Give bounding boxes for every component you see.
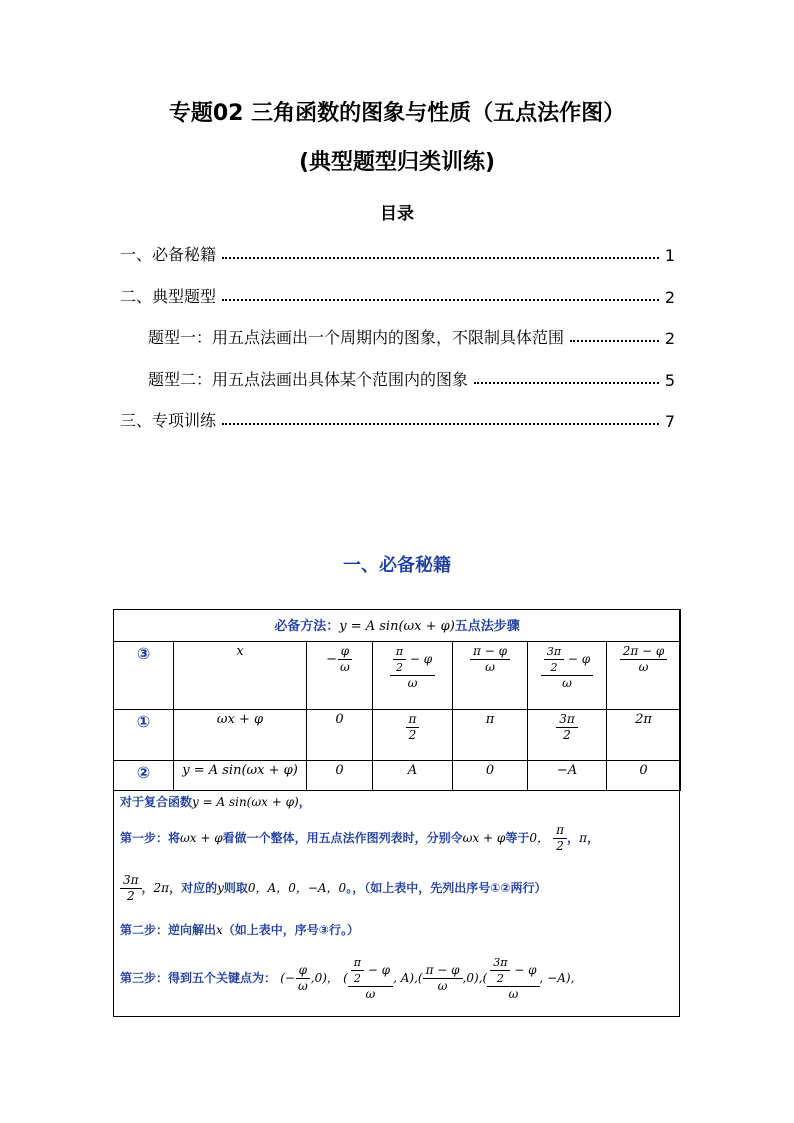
toc-item-label: 一、必备秘籍 bbox=[120, 245, 217, 264]
toc-heading: 目录 bbox=[380, 204, 414, 224]
table-cell: $\frac{\pi - \varphi}{\omega}$ bbox=[453, 642, 528, 710]
toc-leader-dots bbox=[570, 340, 659, 342]
toc-item[interactable] bbox=[120, 239, 675, 265]
row-marker: ① bbox=[114, 710, 174, 761]
table-cell: −A bbox=[528, 761, 607, 791]
table-cell: 0 bbox=[307, 761, 373, 791]
table-row-phase bbox=[114, 710, 681, 761]
toc-item-page: 1 bbox=[664, 246, 675, 265]
note-step-1-cont: $\frac{3\pi}{2}$ ，2π，对应的y则取0，A，0，−A，0。，（如上表中，先列出序号①②两行） bbox=[120, 873, 547, 904]
toc-item-label: 题型二：用五点法画出具体某个范围内的图象 bbox=[148, 370, 469, 389]
table-row-x bbox=[114, 642, 681, 710]
table-cell: $\frac{\pi}{2}$ bbox=[373, 710, 453, 761]
table-cell: 0 bbox=[453, 761, 528, 791]
toc-item-label: 三、专项训练 bbox=[120, 411, 217, 430]
table-cell: $\frac{3\pi}{2}$ − φ ω bbox=[528, 642, 607, 710]
toc-leader-dots bbox=[474, 382, 659, 384]
table-cell: $\frac{2\pi - \varphi}{\omega}$ bbox=[607, 642, 681, 710]
toc-item[interactable] bbox=[148, 364, 675, 390]
toc-item-page: 2 bbox=[664, 329, 675, 348]
five-point-table bbox=[113, 609, 681, 791]
table-cell: A bbox=[373, 761, 453, 791]
table-cell: 2π bbox=[607, 710, 681, 761]
note-step-2: 第二步：逆向解出x（如上表中，序号③行。） bbox=[120, 923, 359, 937]
table-header-row bbox=[114, 610, 681, 642]
toc-item[interactable] bbox=[148, 322, 675, 348]
row-marker: ② bbox=[114, 761, 174, 791]
toc-leader-dots bbox=[222, 423, 659, 425]
table-cell: 0 bbox=[307, 710, 373, 761]
toc-item[interactable] bbox=[120, 405, 675, 431]
table-header-cell: 必备方法：y = A sin(ωx + φ)五点法步骤 bbox=[114, 610, 681, 642]
table-row-y bbox=[114, 761, 681, 791]
toc-item-page: 7 bbox=[664, 412, 675, 431]
table-cell: $\frac{3\pi}{2}$ bbox=[528, 710, 607, 761]
table-cell: 0 bbox=[607, 761, 681, 791]
toc-leader-dots bbox=[222, 257, 659, 259]
row-label: ωx + φ bbox=[174, 710, 307, 761]
section-title: 一、必备秘籍 bbox=[343, 555, 451, 576]
note-step-3: 第三步：得到五个关键点为： (− $\frac{\varphi}{\omega}$ ,0)， ( $\frac{\pi}{2}$ − φ ω , A),( $\frac{\pi - \varphi}{\omega}$ ,0),( $\frac{3\pi}{2}$ − φ ω , −A), bbox=[120, 956, 575, 1001]
toc-item-page: 5 bbox=[664, 371, 675, 390]
note-line-1: 对于复合函数y = A sin(ωx + φ)， bbox=[120, 795, 311, 809]
table-cell: $\frac{\pi}{2}$ − φ ω bbox=[373, 642, 453, 710]
row-marker: ③ bbox=[114, 642, 174, 710]
note-step-1: 第一步：将ωx + φ看做一个整体，用五点法作图列表时，分别令ωx + φ等于0， $\frac{\pi}{2}$ ，π， bbox=[120, 823, 599, 853]
toc-item[interactable] bbox=[120, 281, 675, 307]
table-cell: − $\frac{\varphi}{\omega}$ bbox=[307, 642, 373, 710]
row-label: x bbox=[174, 642, 307, 710]
toc-item-label: 题型一：用五点法画出一个周期内的图象，不限制具体范围 bbox=[148, 328, 565, 347]
document-subtitle: (典型题型归类训练) bbox=[298, 150, 496, 175]
toc-item-label: 二、典型题型 bbox=[120, 287, 217, 306]
table-cell: π bbox=[453, 710, 528, 761]
document-title: 专题02 三角函数的图象与性质（五点法作图） bbox=[168, 101, 626, 126]
row-label: y = A sin(ωx + φ) bbox=[174, 761, 307, 791]
toc-leader-dots bbox=[222, 299, 659, 301]
toc-item-page: 2 bbox=[664, 288, 675, 307]
